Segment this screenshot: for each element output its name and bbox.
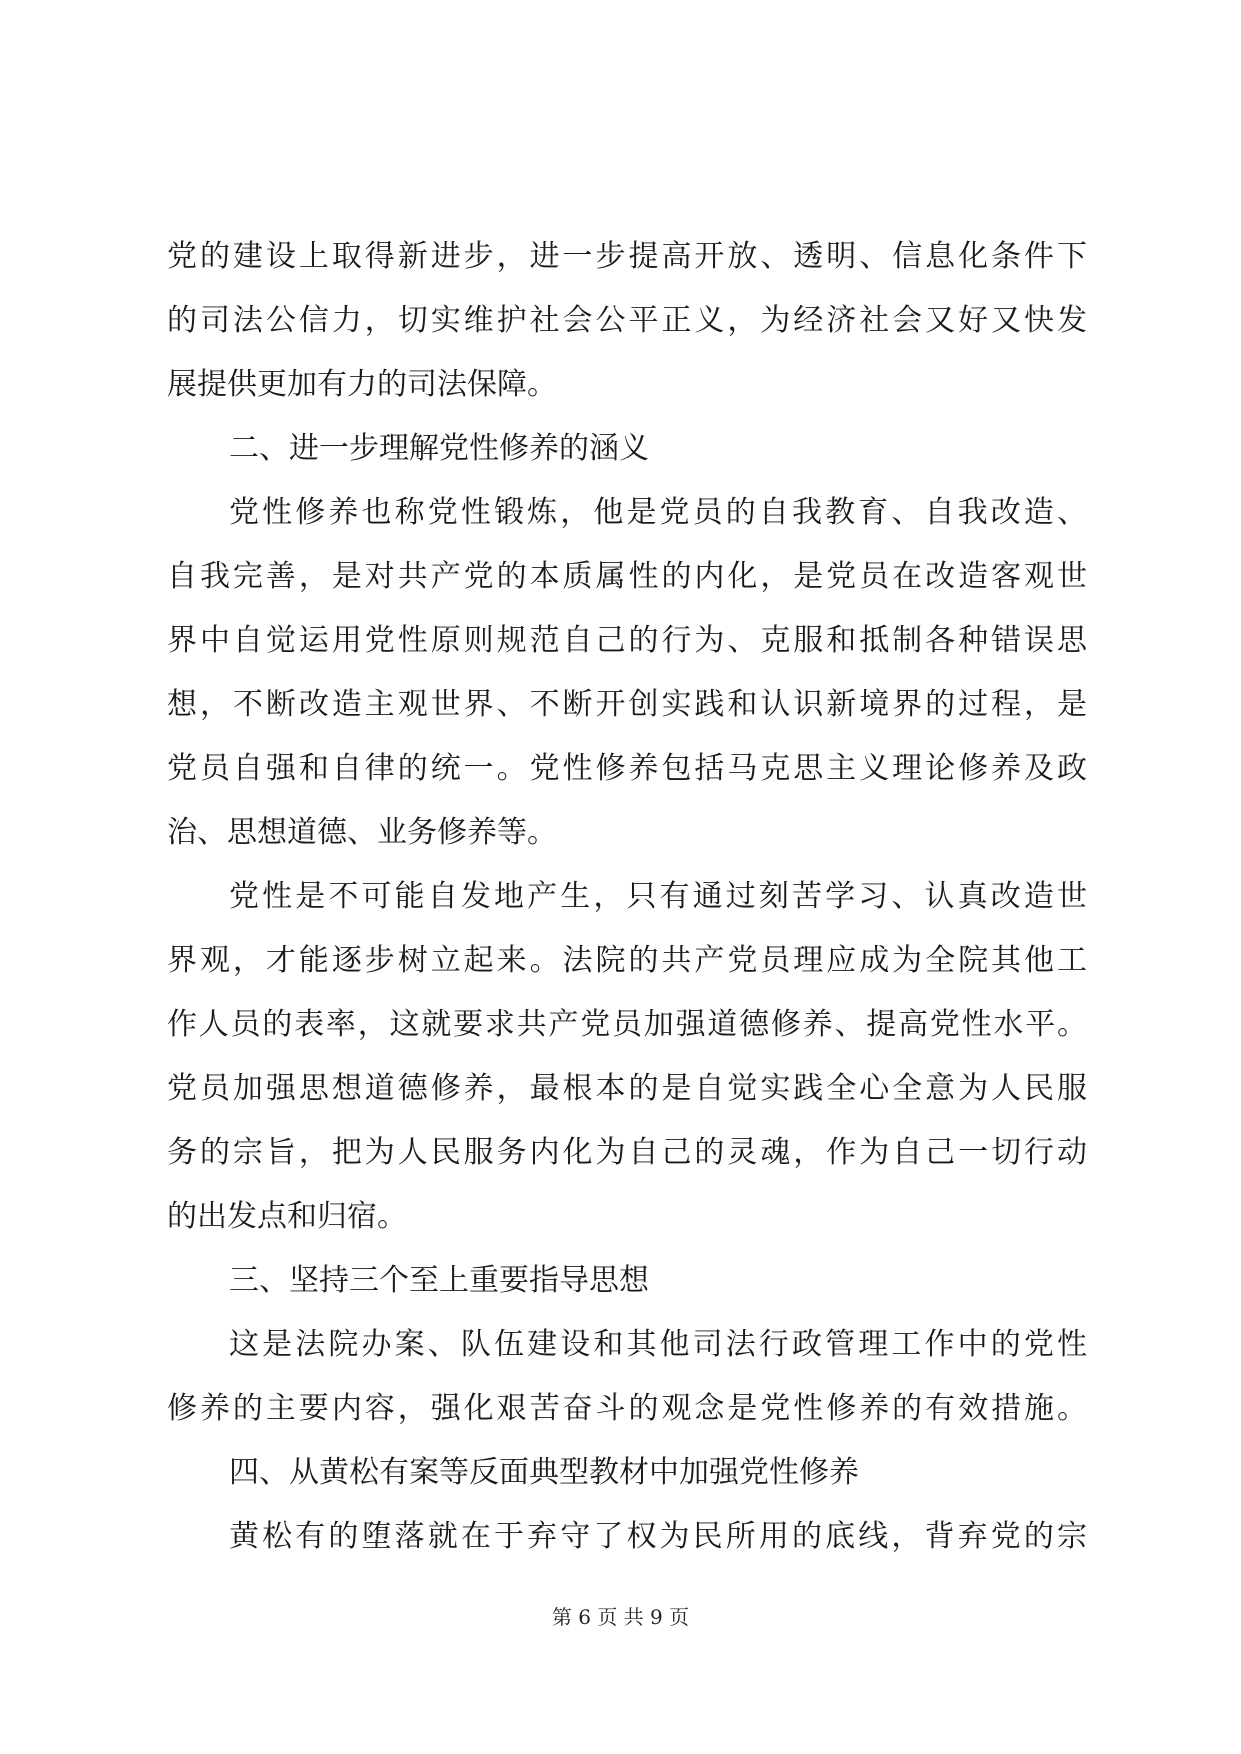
text-line: 三、坚持三个至上重要指导思想 <box>229 1263 649 1298</box>
text-line: 修养的主要内容，强化艰苦奋斗的观念是党性修养的有效措施。 <box>167 1391 1087 1426</box>
text-line: 四、从黄松有案等反面典型教材中加强党性修养 <box>229 1455 859 1490</box>
text-line: 黄松有的堕落就在于弃守了权为民所用的底线，背弃党的宗 <box>229 1519 1087 1554</box>
text-line: 作人员的表率，这就要求共产党员加强道德修养、提高党性水平。 <box>167 1007 1087 1042</box>
text-line: 党性是不可能自发地产生，只有通过刻苦学习、认真改造世 <box>229 879 1087 914</box>
text-line: 治、思想道德、业务修养等。 <box>167 815 557 850</box>
text-line: 党性修养也称党性锻炼，他是党员的自我教育、自我改造、 <box>229 495 1087 530</box>
text-line: 务的宗旨，把为人民服务内化为自己的灵魂，作为自己一切行动 <box>167 1135 1087 1170</box>
text-line: 这是法院办案、队伍建设和其他司法行政管理工作中的党性 <box>229 1327 1087 1362</box>
text-line: 界中自觉运用党性原则规范自己的行为、克服和抵制各种错误思 <box>167 623 1087 658</box>
page-footer: 第 6 页 共 9 页 <box>551 1605 690 1629</box>
text-line: 二、进一步理解党性修养的涵义 <box>229 431 649 466</box>
text-line: 党员自强和自律的统一。党性修养包括马克思主义理论修养及政 <box>167 751 1087 786</box>
text-line: 党的建设上取得新进步，进一步提高开放、透明、信息化条件下 <box>167 239 1087 274</box>
text-line: 党员加强思想道德修养，最根本的是自觉实践全心全意为人民服 <box>167 1071 1087 1106</box>
text-line: 展提供更加有力的司法保障。 <box>167 367 557 402</box>
text-line: 界观，才能逐步树立起来。法院的共产党员理应成为全院其他工 <box>167 943 1087 978</box>
text-line: 想，不断改造主观世界、不断开创实践和认识新境界的过程，是 <box>167 687 1087 722</box>
document-body <box>167 225 1087 1569</box>
text-line: 自我完善，是对共产党的本质属性的内化，是党员在改造客观世 <box>167 559 1087 594</box>
text-line: 的出发点和归宿。 <box>167 1199 407 1234</box>
text-line: 的司法公信力，切实维护社会公平正义，为经济社会又好又快发 <box>167 303 1087 338</box>
